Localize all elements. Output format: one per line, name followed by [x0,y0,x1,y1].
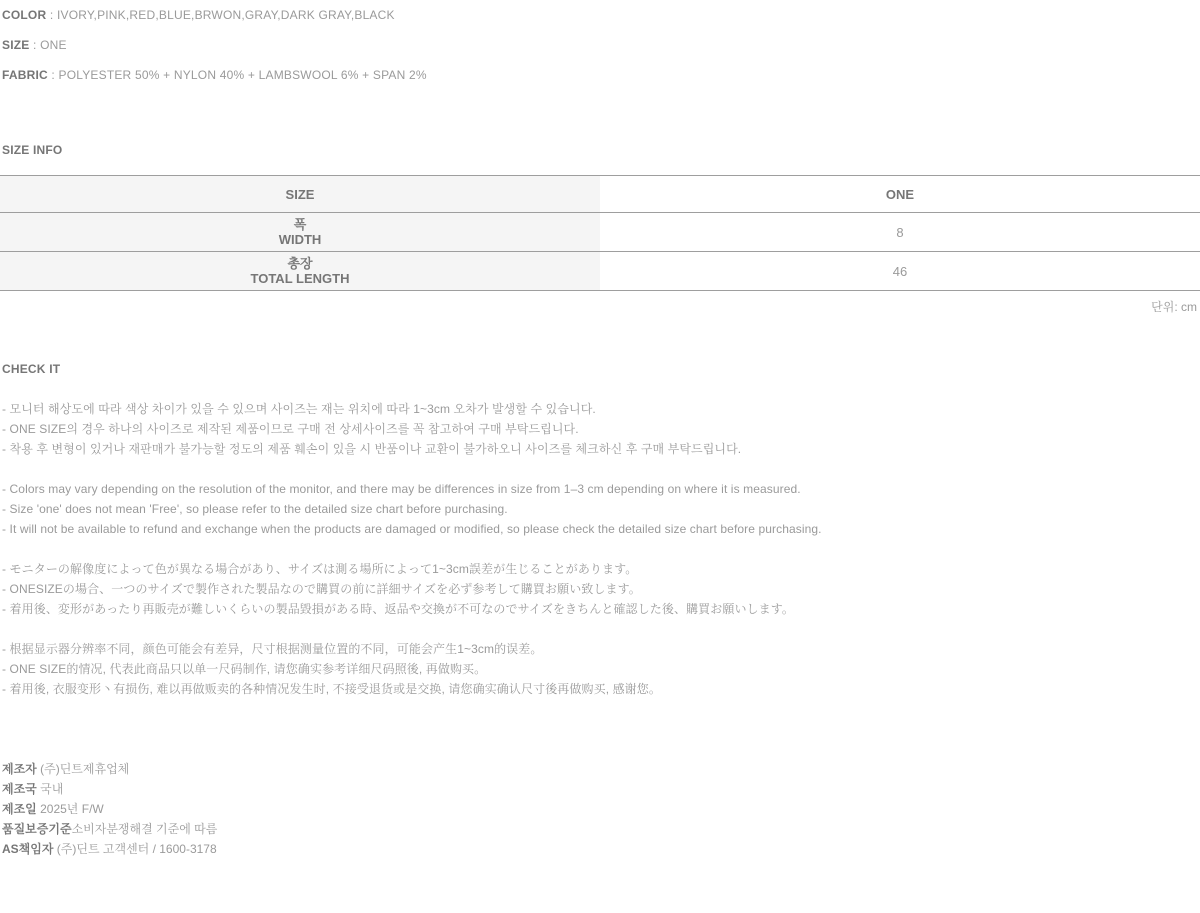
size-info-table [0,175,1200,291]
total-length-row-label [0,252,600,291]
manufacturer-line [0,759,1200,779]
spec-fabric-value: : POLYESTER 50% + NYLON 40% + LAMBSWOOL 6% + SPAN 2% [51,68,427,82]
manufacturer-value: (주)딘트제휴업체 [36,762,130,776]
product-specs [0,0,1200,90]
table-header-row [0,176,1200,213]
notice-line: - 모니터 해상도에 따라 색상 차이가 있을 수 있으며 사이즈는 재는 위치에 따라 1~3cm 오차가 발생할 수 있습니다. [2,402,596,416]
notice-line: - モニターの解像度によって色が異なる場合があり、サイズは測る場所によって1~3cm誤差が生じることがあります。 [2,562,638,576]
notice-line: - It will not be available to refund and exchange when the products are damaged or modified, so please check the detailed size chart before purchasing. [2,522,822,536]
manufacturer-line [0,839,1200,859]
notice-line: - Colors may vary depending on the resolution of the monitor, and there may be differences in size from 1–3 cm depending on where it is measured. [2,482,801,496]
manufacturer-line [0,799,1200,819]
spec-color [0,0,1200,30]
notice-group-english [0,479,1200,539]
table-row-total-length [0,252,1200,291]
notice-group-japanese [0,559,1200,619]
warranty-label: 품질보증기준 [2,822,72,836]
warranty-value: 소비자분쟁해결 기준에 따름 [71,822,218,836]
spec-color-value: : IVORY,PINK,RED,BLUE,BRWON,GRAY,DARK GRAY,BLACK [49,8,395,22]
size-info-heading: SIZE INFO [2,143,63,157]
total-length-value: 46 [600,252,1200,291]
unit-note: 단위: cm [1151,300,1197,314]
as-label: AS책임자 [2,842,54,856]
check-it-heading: CHECK IT [2,362,61,376]
manufacturer-line [0,779,1200,799]
notice-line: - ONE SIZE的情况, 代表此商品只以单一尺码制作, 请您确实参考详细尺码照後, 再做购买。 [2,662,487,676]
manufacturer-info [0,759,1200,859]
date-value: 2025년 F/W [36,802,104,816]
date-label: 제조일 [2,802,37,816]
spec-color-label: COLOR [2,8,47,22]
manufacturer-label: 제조자 [2,762,37,776]
notice-line: - 着用後、変形があったり再販売が難しいくらいの製品毀損がある時、返品や交換が不可なのでサイズをきちんと確認した後、購買お願いします。 [2,602,794,616]
manufacturer-line [0,819,1200,839]
notice-line: - 着用後, 衣服变形丶有损伤, 难以再做贩卖的各种情况发生时, 不接受退货或是交换, 请您确实确认尺寸後再做购买, 感谢您。 [2,682,661,696]
spec-fabric [0,60,1200,90]
notice-group-korean [0,399,1200,459]
notice-line: - ONESIZEの場合、一つのサイズで製作された製品なので購買の前に詳細サイズを必ず参考して購買お願い致します。 [2,582,641,596]
spec-fabric-label: FABRIC [2,68,48,82]
spec-size-value: : ONE [33,38,67,52]
total-length-label-en: TOTAL LENGTH [250,271,350,286]
width-row-label [0,213,600,252]
notice-line: - ONE SIZE의 경우 하나의 사이즈로 제작된 제품이므로 구매 전 상세사이즈를 꼭 참고하여 구매 부탁드립니다. [2,422,579,436]
country-value: 국내 [36,782,64,796]
notice-line: - 根据显示器分辨率不同，颜色可能会有差异，尺寸根据测量位置的不同，可能会产生1~3cm的误差。 [2,642,543,656]
size-column-header: SIZE [0,176,600,213]
notice-line: - Size 'one' does not mean 'Free', so please refer to the detailed size chart before purchasing. [2,502,508,516]
notice-line: - 착용 후 변형이 있거나 재판매가 불가능할 정도의 제품 훼손이 있을 시 반품이나 교환이 불가하오니 사이즈를 체크하신 후 구매 부탁드립니다. [2,442,742,456]
width-label-en: WIDTH [278,232,322,247]
width-label-ko: 폭 [293,217,307,232]
country-label: 제조국 [2,782,37,796]
table-row-width [0,213,1200,252]
one-column-header: ONE [600,176,1200,213]
width-value: 8 [600,213,1200,252]
spec-size-label: SIZE [2,38,30,52]
total-length-label-ko: 총장 [287,256,313,271]
spec-size [0,30,1200,60]
notice-group-chinese [0,639,1200,699]
as-value: (주)딘트 고객센터 / 1600-3178 [53,842,217,856]
